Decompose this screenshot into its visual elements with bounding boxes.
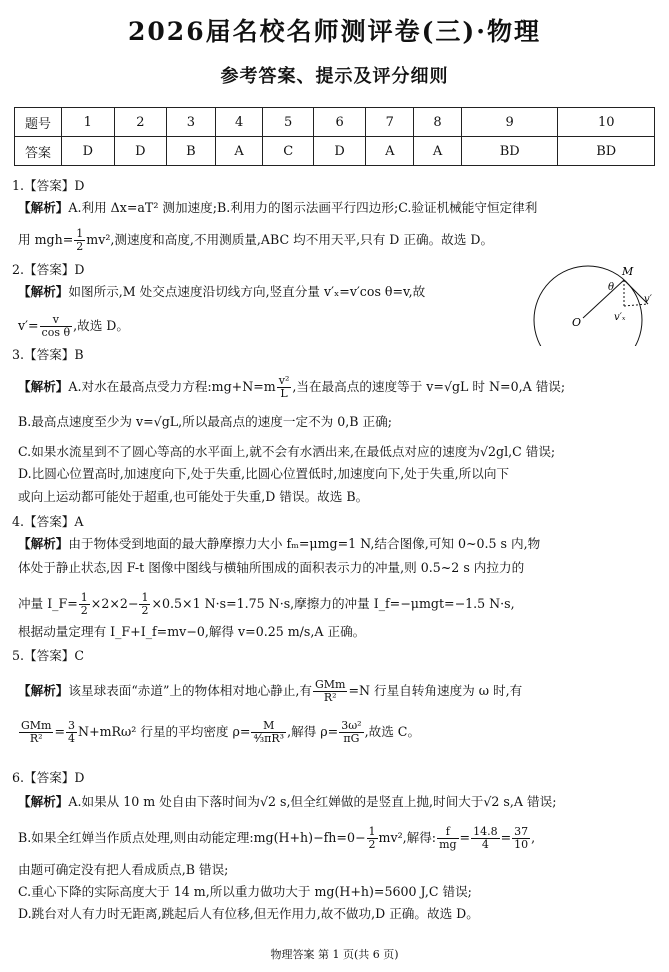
fraction xyxy=(40,314,73,339)
q3-line-3: C.如果水流星到不了圆心等高的水平面上,就不会有水洒出来,在最低点对应的速度为√2gl,C 错误; xyxy=(18,444,556,459)
fraction xyxy=(79,592,90,617)
label-v: v′ xyxy=(644,294,652,305)
q4-heading: 4.【答案】A xyxy=(12,514,84,529)
table-row-numbers xyxy=(15,108,655,137)
denominator: 4 xyxy=(481,838,489,851)
q6-heading: 6.【答案】D xyxy=(12,770,85,785)
q4-line-3 xyxy=(18,592,655,617)
q5-heading: 5.【答案】C xyxy=(12,648,85,663)
table-cell: A xyxy=(215,137,263,166)
denominator: 2 xyxy=(368,838,376,851)
numerator: 14.8 xyxy=(473,825,498,838)
label-vx: v′ₓ xyxy=(614,312,626,323)
numerator: 3ω² xyxy=(341,719,362,732)
numerator: 1 xyxy=(141,591,149,604)
table-cell: 3 xyxy=(167,108,216,137)
row-label: 答案 xyxy=(15,137,62,166)
table-cell: BD xyxy=(461,137,557,166)
table-cell: BD xyxy=(558,137,655,166)
text: 该星球表面“赤道”上的物体相对地心静止,有 xyxy=(68,683,312,698)
table-cell: D xyxy=(62,137,115,166)
q3-line-4: D.比圆心位置高时,加速度向下,处于失重,比圆心位置低时,加速度向下,处于失重,所以向下 xyxy=(18,466,510,481)
q6-line-1 xyxy=(18,794,655,810)
text: ,当在最高点的速度等于 v=√gL 时 N=0,A 错误; xyxy=(292,379,566,394)
text: =N 行星自转角速度为 ω 时,有 xyxy=(348,683,523,698)
denominator: 2 xyxy=(80,604,88,617)
q1-heading: 1.【答案】D xyxy=(12,178,85,193)
fraction xyxy=(339,720,363,745)
q3-line-1 xyxy=(18,375,655,400)
q5-line-1 xyxy=(18,679,655,704)
fraction xyxy=(66,720,77,745)
table-cell: 6 xyxy=(313,108,366,137)
text: v′= xyxy=(18,318,39,333)
fraction xyxy=(139,592,150,617)
table-cell: D xyxy=(114,137,167,166)
text: ×0.5×1 N·s=1.75 N·s,摩擦力的冲量 I_f=−μmgt=−1.5 N·s, xyxy=(151,596,515,611)
fraction xyxy=(367,826,378,851)
text: ,解得 ρ= xyxy=(287,724,339,739)
denominator: L xyxy=(280,387,288,400)
numerator: f xyxy=(437,826,458,839)
label-M: M xyxy=(622,265,634,278)
table-cell: C xyxy=(263,137,313,166)
table-cell: B xyxy=(167,137,216,166)
jiexi-label: 【解析】 xyxy=(18,794,69,809)
text: mv²,测速度和高度,不用测质量,ABC 均不用天平,只有 D 正确。故选 D。 xyxy=(86,232,494,247)
q3-line-5: 或向上运动都可能处于超重,也可能处于失重,D 错误。故选 B。 xyxy=(18,489,369,504)
label-O: O xyxy=(572,316,582,329)
numerator: 37 xyxy=(514,825,529,838)
fraction xyxy=(512,826,530,851)
denominator: πG xyxy=(343,732,360,745)
denominator: 2 xyxy=(141,604,149,617)
text: ,故选 C。 xyxy=(364,724,421,739)
q6-line-4: C.重心下降的实际高度大于 14 m,所以重力做功大于 mg(H+h)=5600 J,C 错误; xyxy=(18,884,472,899)
fraction xyxy=(437,826,458,851)
label-theta: θ xyxy=(608,282,615,293)
page-subtitle: 参考答案、提示及评分细则 xyxy=(220,66,449,87)
text: 用 mgh= xyxy=(18,232,74,247)
denominator: ⁴⁄₃πR³ xyxy=(253,732,285,745)
q3-line-2: B.最高点速度至少为 v=√gL,所以最高点的速度一定不为 0,B 正确; xyxy=(18,414,392,429)
page-footer: 物理答案 第 1 页(共 6 页) xyxy=(270,948,399,961)
jiexi-label: 【解析】 xyxy=(18,683,69,698)
denominator: R² xyxy=(323,691,337,704)
jiexi-label: 【解析】 xyxy=(18,284,69,299)
q4-line-4: 根据动量定理有 I_F+I_f=mv−0,解得 v=0.25 m/s,A 正确。 xyxy=(18,624,366,639)
table-cell: 4 xyxy=(215,108,263,137)
table-cell: 7 xyxy=(366,108,414,137)
numerator: v² xyxy=(278,374,290,387)
text: 如图所示,M 处交点速度沿切线方向,竖直分量 v′ₓ=v′cos θ=v,故 xyxy=(68,284,426,299)
table-cell: 1 xyxy=(62,108,115,137)
fraction xyxy=(313,679,347,704)
text: ×2×2− xyxy=(90,596,139,611)
denominator: 2 xyxy=(76,240,84,253)
answer-table xyxy=(14,107,655,166)
fraction xyxy=(19,720,53,745)
numerator: v xyxy=(40,314,73,327)
jiexi-label: 【解析】 xyxy=(18,379,69,394)
q2-heading: 2.【答案】D xyxy=(12,262,85,277)
q6-line-2: B.如果全红婵当作质点处理,则由动能定理:mg(H+h)−fh=0− $\frac{1}{2}$ mv²,解得: $\frac{f}{mg}$ = $\frac{14.8}{4}$ = $\frac{37}{10}$ , xyxy=(18,825,536,851)
numerator: 1 xyxy=(80,591,88,604)
fraction xyxy=(277,375,292,400)
table-row-answers xyxy=(15,137,655,166)
numerator: 3 xyxy=(68,719,76,732)
numerator: M xyxy=(251,720,286,733)
table-cell: 10 xyxy=(558,108,655,137)
table-cell: 8 xyxy=(414,108,462,137)
text: mv²,解得: xyxy=(378,830,437,845)
table-cell: D xyxy=(313,137,366,166)
row-label: 题号 xyxy=(15,108,62,137)
numerator: 1 xyxy=(76,227,84,240)
q4-line-2: 体处于静止状态,因 F-t 图像中图线与横轴所围成的面积表示力的冲量,则 0.5~2 s 内拉力的 xyxy=(18,560,525,575)
text: B.如果全红婵当作质点处理,则由动能定理:mg(H+h)−fh=0− xyxy=(18,830,366,845)
circle-velocity-diagram xyxy=(528,262,656,346)
q5-line-2: $\frac{\text{GMm}}{\text{R²}}$ = $\frac{3}{4}$ N+mRω² 行星的平均密度 ρ= $\frac{M}{\text{⁴⁄₃πR³}}$ ,解得 ρ= $\frac{\text{3ω²}}{\pi G}$ ,故选 C。 xyxy=(21,719,421,745)
text: A.利用 Δx=aT² 测加速度;B.利用力的图示法画平行四边形;C.验证机械能守恒定律利 xyxy=(68,200,538,215)
denominator: mg xyxy=(439,838,457,851)
text: N+mRω² 行星的平均密度 ρ= xyxy=(78,724,251,739)
fraction xyxy=(471,826,500,851)
table-cell: 2 xyxy=(114,108,167,137)
numerator: GMm xyxy=(21,719,52,732)
text: A.如果从 10 m 处自由下落时间为√2 s,但全红婵做的是竖直上抛,时间大于√2 s,A 错误; xyxy=(68,794,557,809)
text: 冲量 I_F= xyxy=(18,596,78,611)
q4-line-1 xyxy=(18,536,655,552)
numerator: 1 xyxy=(368,825,376,838)
text: A.对水在最高点受力方程:mg+N=m xyxy=(68,379,276,394)
q1-line-2 xyxy=(18,228,655,253)
table-cell: 9 xyxy=(461,108,557,137)
page-title: 2026届名校名师测评卷(三)·物理 xyxy=(128,17,541,46)
q6-line-3: 由题可确定没有把人看成质点,B 错误; xyxy=(18,862,229,877)
table-cell: 5 xyxy=(263,108,313,137)
q3-heading: 3.【答案】B xyxy=(12,347,84,362)
fraction xyxy=(74,228,85,253)
denominator: 10 xyxy=(514,838,529,851)
table-cell: A xyxy=(366,137,414,166)
jiexi-label: 【解析】 xyxy=(18,200,69,215)
q6-line-5: D.跳台对人有力时无距离,跳起后人有位移,但无作用力,故不做功,D 正确。故选 D。 xyxy=(18,906,479,921)
table-cell: A xyxy=(414,137,462,166)
numerator: GMm xyxy=(314,678,346,691)
denominator: 4 xyxy=(68,732,76,745)
text: ,故选 D。 xyxy=(73,318,129,333)
denominator: cos θ xyxy=(41,326,71,339)
fraction xyxy=(251,720,286,745)
jiexi-label: 【解析】 xyxy=(18,536,69,551)
denominator: R² xyxy=(29,732,43,745)
q1-line-1 xyxy=(18,200,655,216)
text: 由于物体受到地面的最大静摩擦力大小 fₘ=μmg=1 N,结合图像,可知 0~0.5 s 内,物 xyxy=(68,536,541,551)
